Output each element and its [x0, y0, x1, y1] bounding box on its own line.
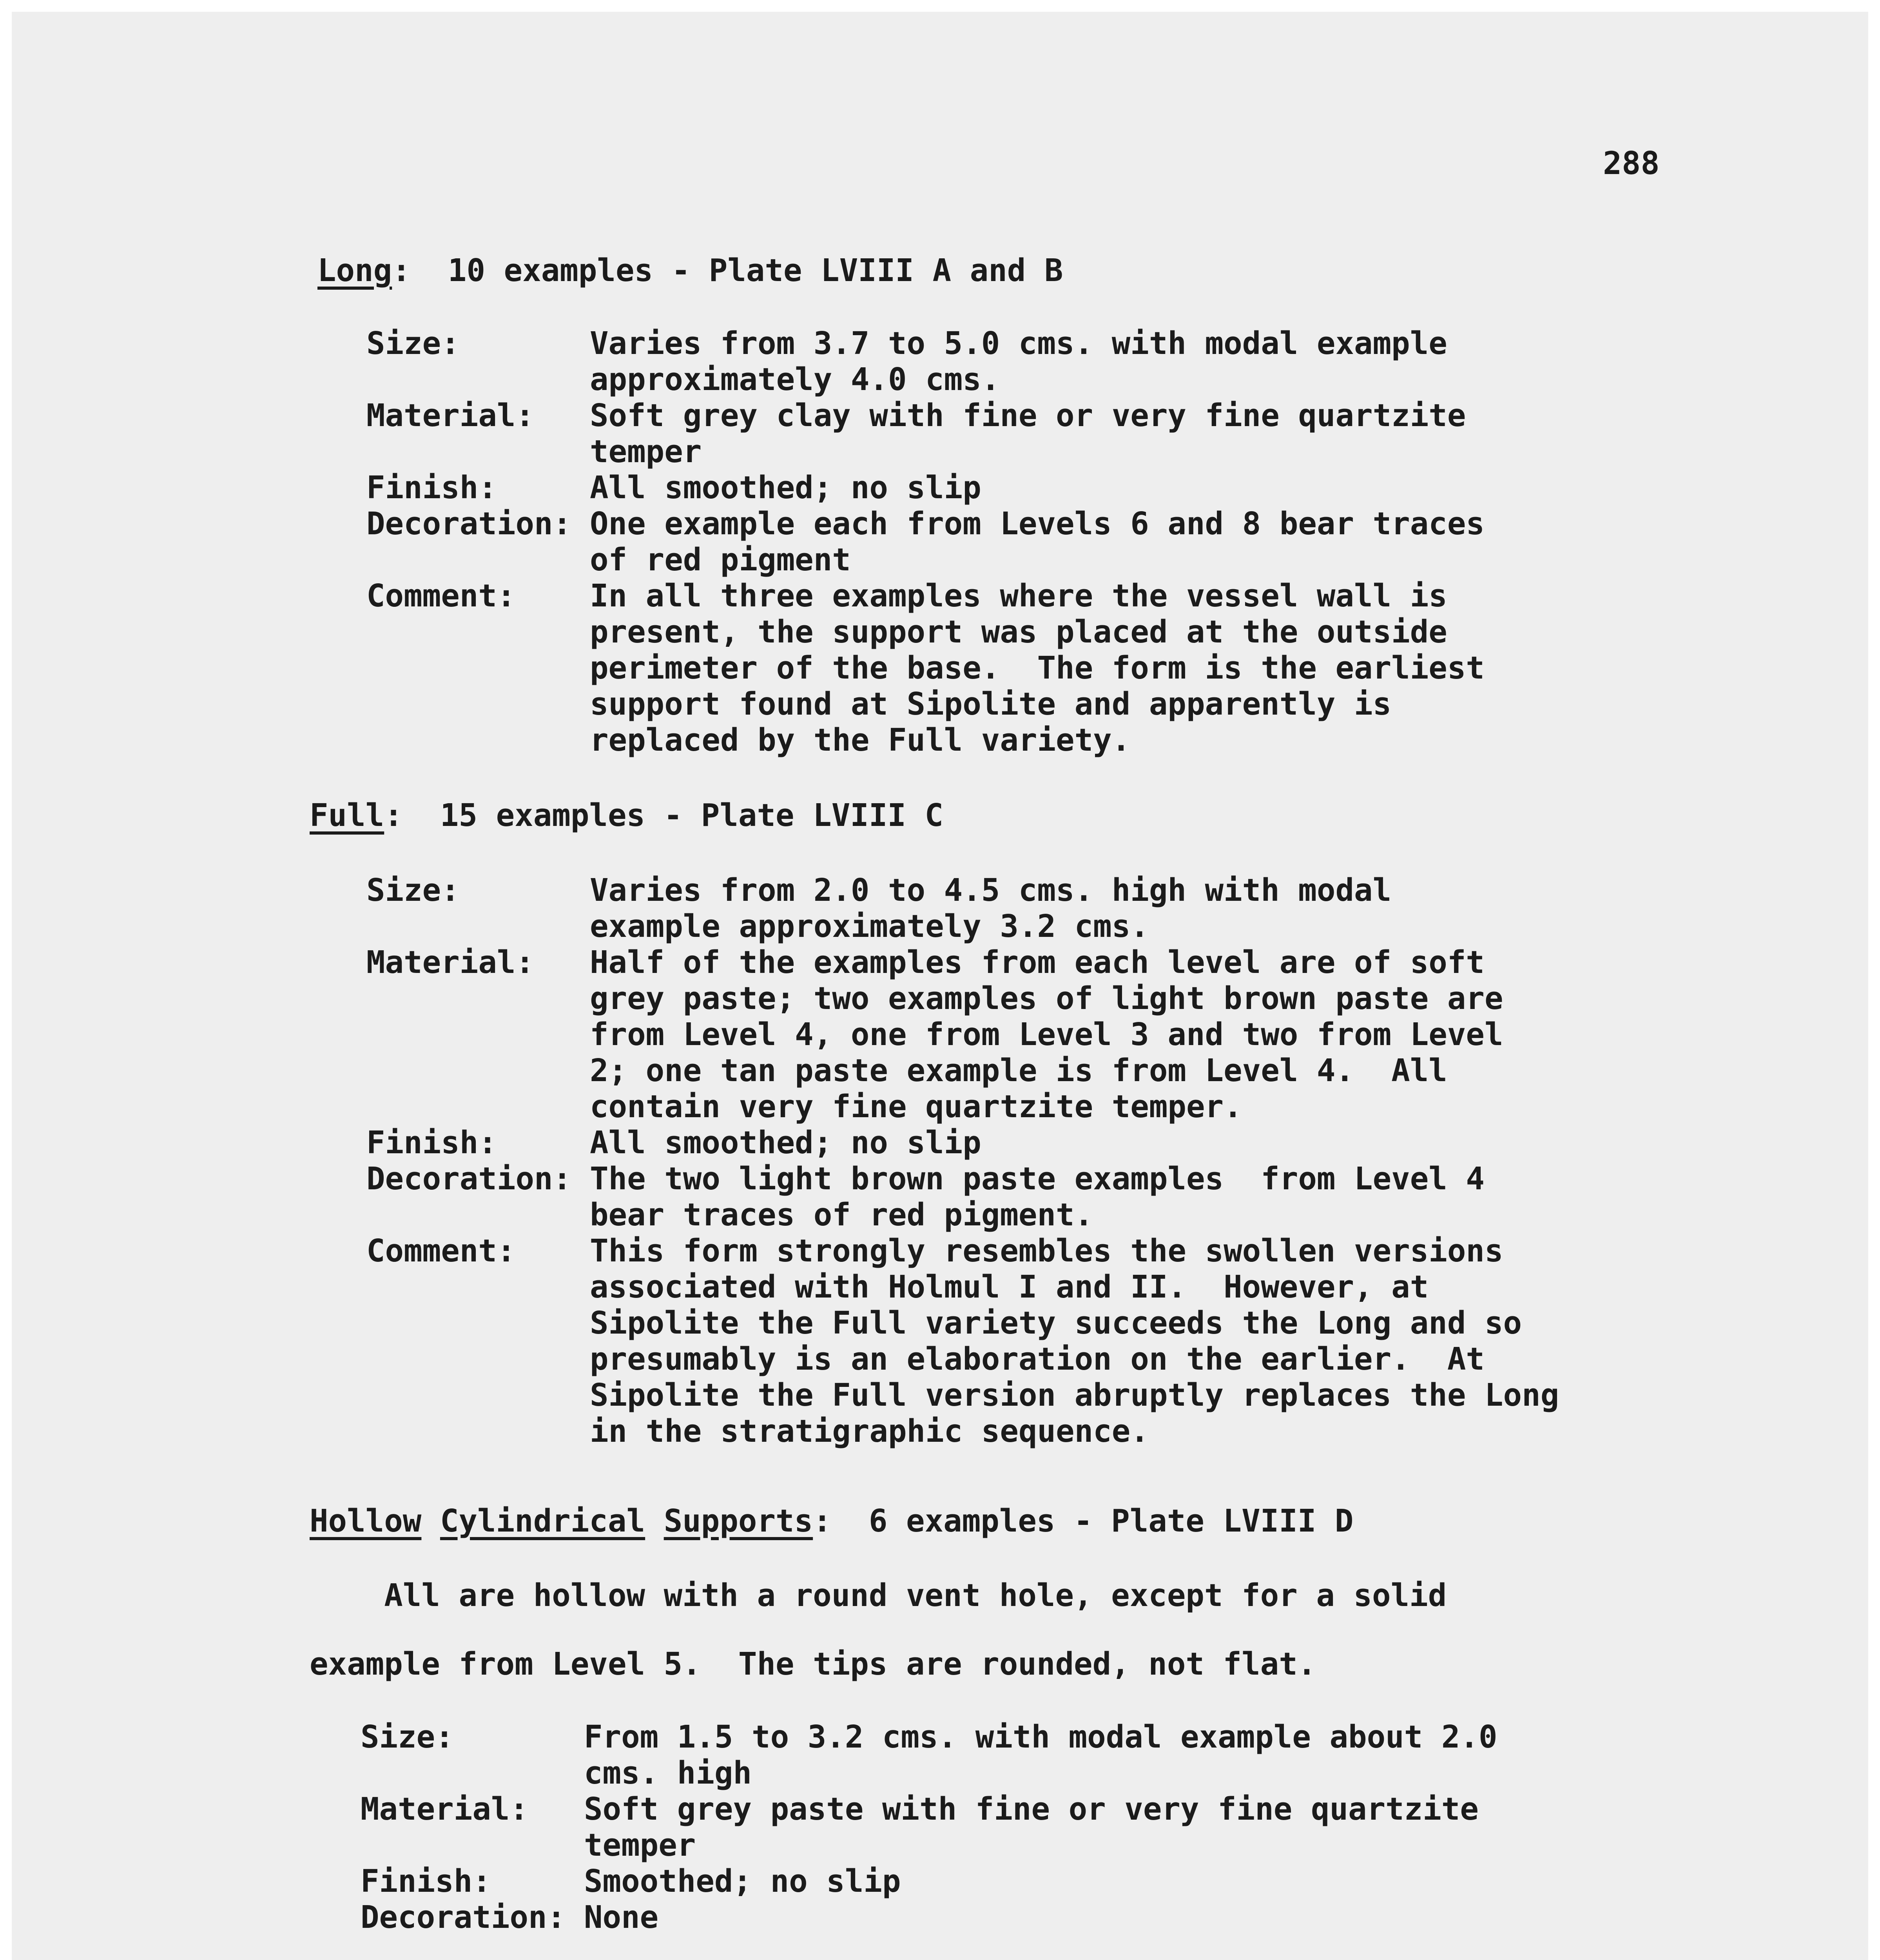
heading-word: Supports [664, 1503, 813, 1539]
entry-row [366, 578, 1581, 758]
entry-value [590, 397, 1466, 470]
entry-value [590, 578, 1485, 758]
entry-value [590, 1233, 1559, 1449]
entry-value-line: cms. high [584, 1755, 752, 1791]
entry-row [366, 872, 1581, 944]
entries-full [366, 872, 1581, 1449]
entry-value [590, 944, 1503, 1125]
entry-row [366, 1161, 1581, 1233]
entry-value [584, 1791, 1479, 1863]
entry-value-line: Half of the examples from each level are of soft [590, 944, 1485, 980]
entry-label: Comment: [366, 578, 516, 614]
entry-row [366, 506, 1581, 578]
entry-value-line: The two light brown paste examples from Level 4 [590, 1161, 1485, 1197]
paragraph-line: example from Level 5. The tips are rounded, not flat. [310, 1646, 1316, 1682]
entry-value-line: replaced by the Full variety. [590, 722, 1131, 758]
entry-value-line: Soft grey paste with fine or very fine quartzite [584, 1791, 1479, 1827]
entry-label: Size: [361, 1719, 454, 1755]
entry-value-line: This form strongly resembles the swollen versions [590, 1233, 1503, 1269]
heading-detail: : 6 examples - Plate LVIII D [813, 1503, 1354, 1539]
entry-value-line: presumably is an elaboration on the earlier. At [590, 1341, 1485, 1377]
entry-label: Decoration: [366, 1161, 572, 1197]
entry-label: Comment: [366, 1233, 516, 1269]
entry-value-line: From 1.5 to 3.2 cms. with modal example about 2.0 [584, 1719, 1497, 1755]
entry-label: Material: [366, 397, 535, 434]
entry-value-line: temper [590, 434, 702, 470]
heading-title: Long [317, 252, 392, 289]
entry-label: Decoration: [366, 506, 572, 542]
entry-value-line: associated with Holmul I and II. However, at [590, 1269, 1429, 1305]
entry-row [366, 470, 1581, 506]
entry-row [361, 1863, 1575, 1899]
entry-value-line: perimeter of the base. The form is the earliest [590, 650, 1485, 686]
entry-value-line: in the stratigraphic sequence. [590, 1413, 1149, 1449]
entries-hollow [361, 1719, 1575, 1935]
entry-row [361, 1899, 1575, 1935]
entry-label: Material: [366, 944, 535, 980]
entry-value-line: grey paste; two examples of light brown paste are [590, 980, 1503, 1016]
entries-long [366, 325, 1581, 758]
entry-row [366, 1125, 1581, 1161]
entry-value [590, 470, 981, 506]
entry-value-line: One example each from Levels 6 and 8 bear traces [590, 506, 1485, 542]
entry-value-line: Sipolite the Full version abruptly replaces the Long [590, 1377, 1559, 1413]
heading-word: Hollow [310, 1503, 422, 1539]
heading-word: Cylindrical [440, 1503, 645, 1539]
entry-value [584, 1863, 901, 1899]
entry-value-line: Sipolite the Full variety succeeds the Long and so [590, 1305, 1522, 1341]
entry-value-line: In all three examples where the vessel wall is [590, 578, 1447, 614]
entry-row [361, 1719, 1575, 1791]
heading-detail: : 15 examples - Plate LVIII C [384, 797, 944, 833]
page-number: 288 [1603, 145, 1660, 181]
entry-value [590, 506, 1485, 578]
entry-value-line: example approximately 3.2 cms. [590, 908, 1149, 944]
entry-value-line: present, the support was placed at the outside [590, 614, 1447, 650]
entry-value [590, 872, 1391, 944]
entry-row [366, 1233, 1581, 1449]
entry-value-line: support found at Sipolite and apparently is [590, 686, 1392, 722]
document-page [12, 12, 1868, 1960]
entry-value-line: Varies from 3.7 to 5.0 cms. with modal example [590, 325, 1447, 361]
entry-value [584, 1719, 1497, 1791]
entry-row [366, 397, 1581, 470]
entry-value-line: contain very fine quartzite temper. [590, 1089, 1242, 1125]
entry-value-line: 2; one tan paste example is from Level 4. All [590, 1053, 1447, 1089]
section-heading-full [310, 796, 943, 835]
entry-row [366, 944, 1581, 1125]
entry-value [590, 1161, 1485, 1233]
entry-value [584, 1899, 658, 1935]
entry-label: Material: [361, 1791, 529, 1827]
entry-label: Finish: [366, 1125, 497, 1161]
entry-value-line: All smoothed; no slip [590, 470, 981, 506]
entry-label: Size: [366, 872, 460, 908]
entry-row [361, 1791, 1575, 1863]
entry-label: Size: [366, 325, 460, 361]
paragraph-line: All are hollow with a round vent hole, except for a solid [310, 1577, 1447, 1613]
entry-label: Decoration: [361, 1899, 566, 1935]
entry-label: Finish: [366, 470, 497, 506]
entry-value [590, 1125, 981, 1161]
entry-value-line: temper [584, 1827, 696, 1863]
entry-value-line: Varies from 2.0 to 4.5 cms. high with modal [590, 872, 1392, 908]
section-heading-long [317, 251, 1063, 290]
entry-value-line: of red pigment [590, 542, 851, 578]
entry-label: Finish: [361, 1863, 491, 1899]
heading-title: Full [310, 797, 384, 833]
entry-value [590, 325, 1447, 397]
entry-value-line: from Level 4, one from Level 3 and two from Level [590, 1016, 1503, 1053]
section-heading-hollow [310, 1501, 1354, 1541]
entry-value-line: Soft grey clay with fine or very fine quartzite [590, 397, 1466, 434]
entry-row [366, 325, 1581, 397]
entry-value-line: All smoothed; no slip [590, 1125, 981, 1161]
entry-value-line: None [584, 1899, 659, 1935]
entry-value-line: bear traces of red pigment. [590, 1197, 1093, 1233]
heading-detail: : 10 examples - Plate LVIII A and B [392, 252, 1063, 289]
entry-value-line: Smoothed; no slip [584, 1863, 901, 1899]
entry-value-line: approximately 4.0 cms. [590, 361, 1000, 397]
